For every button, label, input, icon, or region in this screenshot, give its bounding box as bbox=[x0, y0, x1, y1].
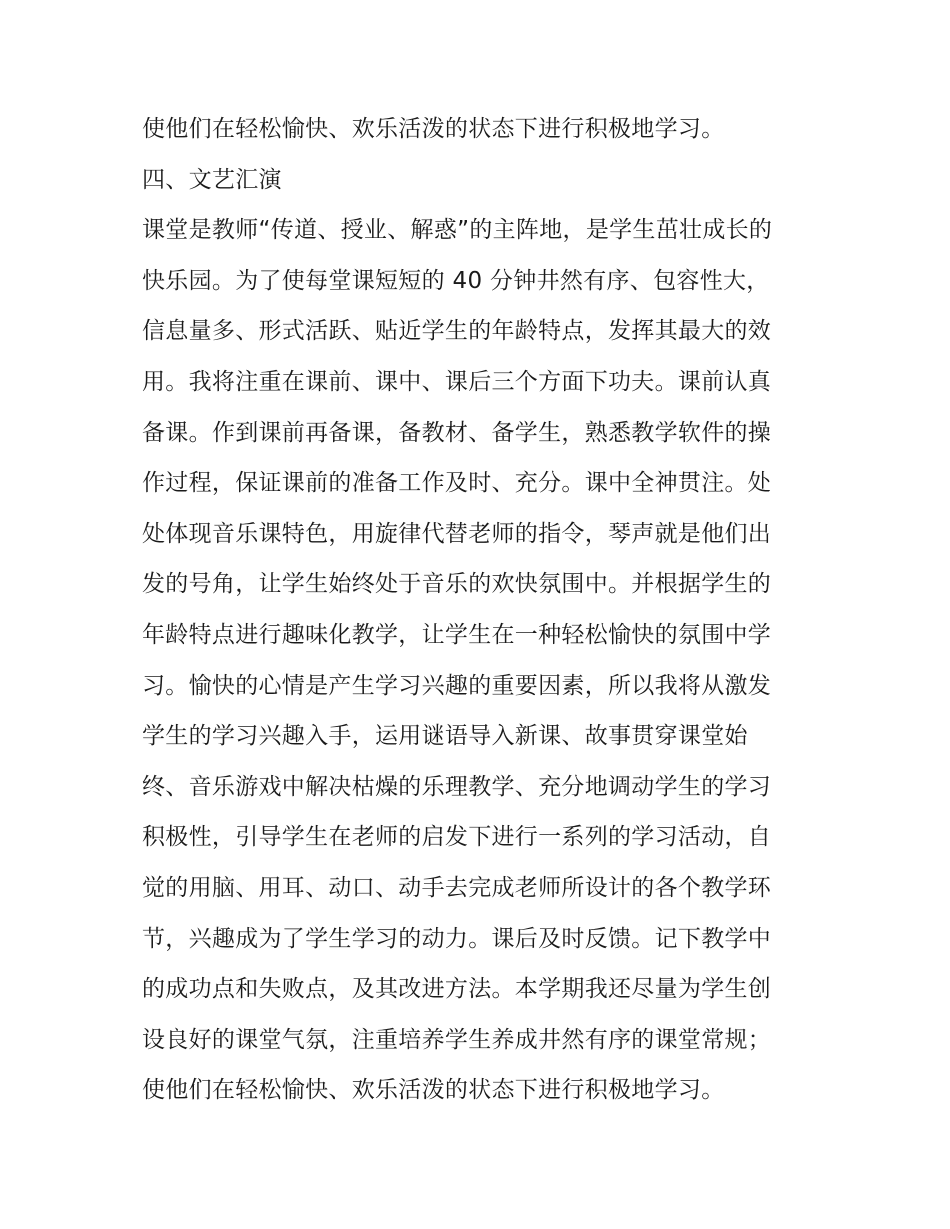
text-line: 用。我将注重在课前、课中、课后三个方面下功夫。课前认真 bbox=[142, 368, 772, 395]
document-body bbox=[142, 104, 822, 1116]
text-line: 设良好的课堂气氛，注重培养学生养成井然有序的课堂常规； bbox=[142, 1026, 772, 1053]
text-line: 节，兴趣成为了学生学习的动力。课后及时反馈。记下教学中 bbox=[142, 925, 772, 952]
text-line: 学生的学习兴趣入手，运用谜语导入新课、故事贯穿课堂始 bbox=[142, 723, 748, 750]
text-line: 信息量多、形式活跃、贴近学生的年龄特点，发挥其最大的效 bbox=[142, 318, 772, 345]
text-line: 终、音乐游戏中解决枯燥的乐理教学、充分地调动学生的学习 bbox=[142, 773, 772, 800]
text-line: 快乐园。为了使每堂课短短的 40 分钟井然有序、包容性大， bbox=[142, 267, 770, 294]
text-line: 课堂是教师“传道、授业、解惑”的主阵地，是学生茁壮成长的 bbox=[142, 217, 773, 244]
text-line: 觉的用脑、用耳、动口、动手去完成老师所设计的各个教学环 bbox=[142, 874, 772, 901]
text-line: 习。愉快的心情是产生学习兴趣的重要因素，所以我将从激发 bbox=[142, 672, 772, 699]
text-line: 的成功点和失败点，及其改进方法。本学期我还尽量为学生创 bbox=[142, 976, 772, 1003]
text-line: 备课。作到课前再备课，备教材、备学生，熟悉教学软件的操 bbox=[142, 419, 772, 446]
text-line: 作过程，保证课前的准备工作及时、充分。课中全神贯注。处 bbox=[142, 470, 772, 497]
text-line: 积极性，引导学生在老师的启发下进行一系列的学习活动，自 bbox=[142, 824, 772, 851]
text-line: 处体现音乐课特色，用旋律代替老师的指令，琴声就是他们出 bbox=[142, 520, 772, 547]
text-line: 使他们在轻松愉快、欢乐活泼的状态下进行积极地学习。 bbox=[142, 1077, 725, 1104]
text-line: 使他们在轻松愉快、欢乐活泼的状态下进行积极地学习。 bbox=[142, 116, 725, 142]
text-line: 年龄特点进行趣味化教学，让学生在一种轻松愉快的氛围中学 bbox=[142, 621, 772, 648]
text-line: 发的号角，让学生始终处于音乐的欢快氛围中。并根据学生的 bbox=[142, 571, 772, 598]
section-heading: 四、文艺汇演 bbox=[142, 166, 282, 193]
